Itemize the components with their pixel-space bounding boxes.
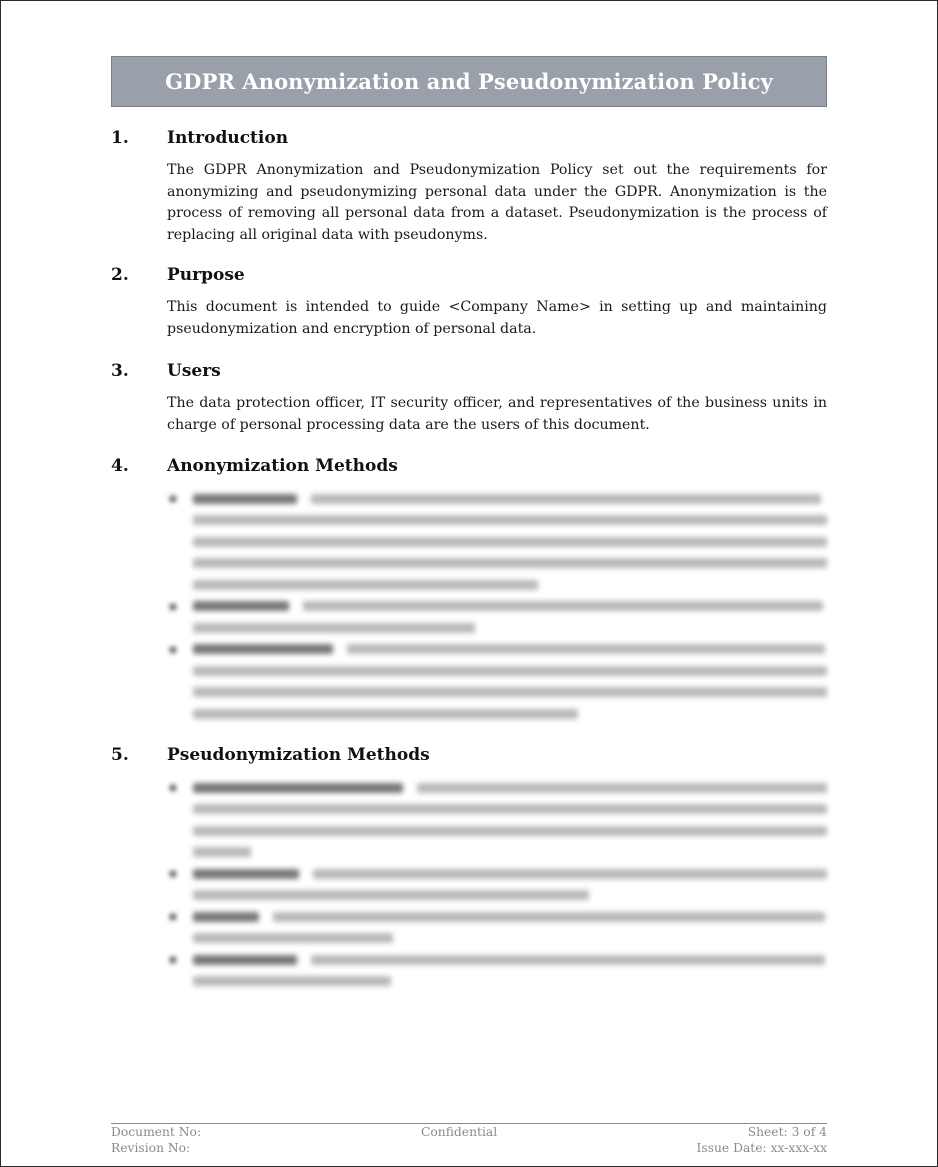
section-number: 3.: [111, 361, 129, 381]
section-users: [111, 361, 827, 436]
section-number: 2.: [111, 265, 129, 285]
section-paragraph: This document is intended to guide <Company Name> in setting up and maintaining pseudonymization and encryption of personal data.: [167, 299, 827, 337]
section-number: 5.: [111, 745, 129, 765]
section-introduction: [111, 128, 827, 246]
section-number: 4.: [111, 456, 129, 476]
page-footer: [111, 1123, 827, 1156]
section-anonymization-methods: [111, 456, 827, 741]
section-pseudonymization-methods: [111, 745, 827, 1008]
blurred-list-item: [167, 949, 827, 992]
section-paragraph: The data protection officer, IT security officer, and representatives of the business units in charge of personal processing data are the users of this document.: [167, 395, 827, 433]
section-heading: Anonymization Methods: [167, 456, 398, 476]
blurred-list-item: [167, 639, 827, 725]
section-number: 1.: [111, 128, 129, 148]
section-heading: Pseudonymization Methods: [167, 745, 430, 765]
blurred-list-item: [167, 906, 827, 949]
classification-label: Confidential: [421, 1125, 498, 1139]
blurred-bullet-list: [167, 488, 827, 725]
blurred-bullet-list: [167, 777, 827, 992]
blurred-list-item: [167, 596, 827, 639]
blurred-list-item: [167, 863, 827, 906]
section-purpose: [111, 265, 827, 340]
section-heading: Introduction: [167, 128, 289, 148]
section-paragraph: The GDPR Anonymization and Pseudonymization Policy set out the requirements for anonymizing and pseudonymizing personal data under the GDPR. Anonymization is the process of removing all personal data from a dataset. Pseudonymization is the process of replacing all original data with pseudonyms.: [167, 162, 827, 243]
issue-date: Issue Date: xx-xxx-xx: [696, 1141, 827, 1155]
document-title: GDPR Anonymization and Pseudonymization Policy: [165, 69, 773, 94]
blurred-list-item: [167, 777, 827, 863]
document-no-label: Document No:: [111, 1125, 202, 1139]
document-title-banner: [111, 56, 827, 107]
blurred-list-item: [167, 488, 827, 596]
sheet-number: Sheet: 3 of 4: [747, 1125, 827, 1139]
revision-no-label: Revision No:: [111, 1141, 191, 1155]
section-heading: Purpose: [167, 265, 245, 285]
section-heading: Users: [167, 361, 221, 381]
